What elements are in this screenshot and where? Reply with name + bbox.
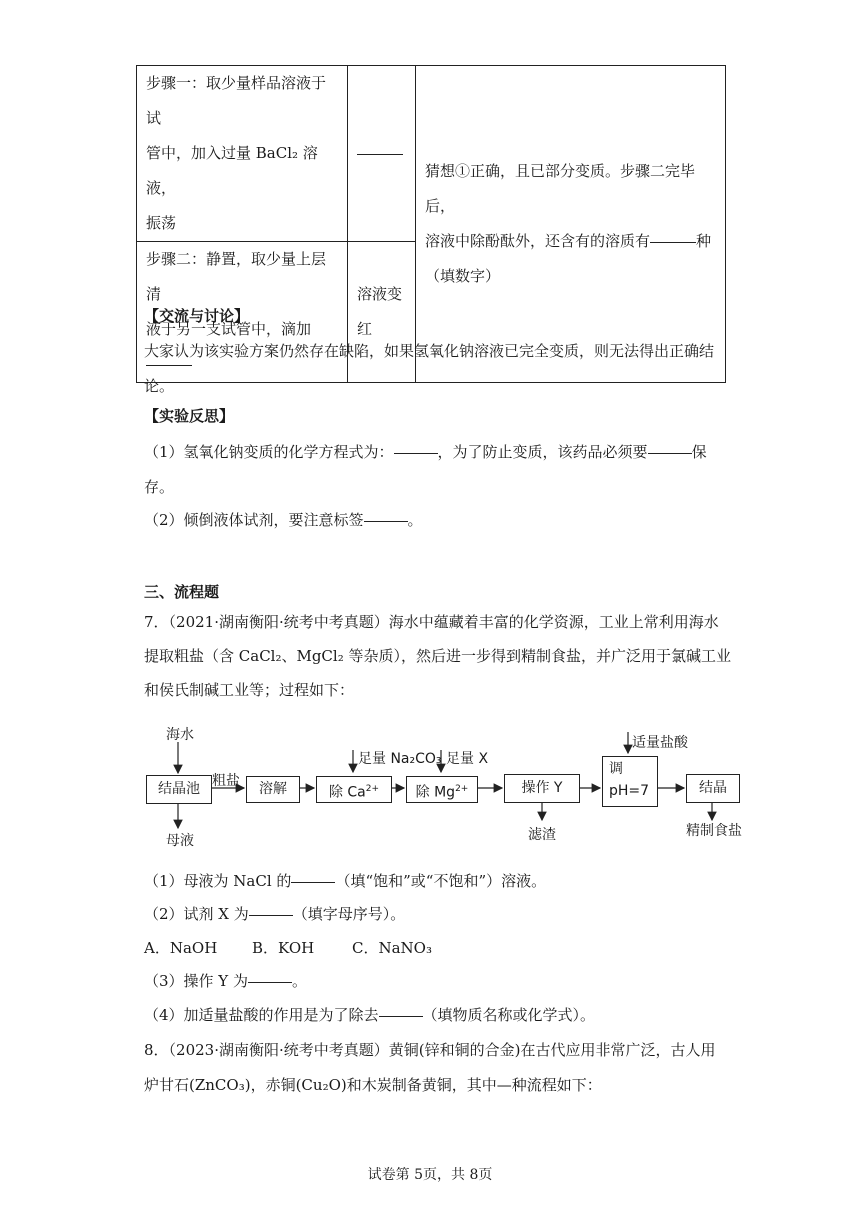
operation-y-box: 操作 Y [504, 774, 580, 803]
step2-cell: 步骤二：静置，取少量上层清 液于另一支试管中，滴加 [137, 242, 348, 383]
reflection-q1: （1）氢氧化钠变质的化学方程式为： ，为了防止变质，该药品必须要 保 [144, 443, 707, 461]
seawater-label: 海水 [166, 727, 194, 743]
q7-sub1: （1）母液为 NaCl 的 （填“饱和”或“不饱和”）溶液。 [144, 872, 547, 890]
step1-cell: 步骤一：取少量样品溶液于试 管中，加入过量 BaCl₂ 溶液， 振荡 [137, 66, 348, 242]
step2-phenomenon-cell: 溶液变 红 [348, 242, 416, 383]
process-flowchart [140, 720, 760, 860]
answer-blank [357, 153, 403, 155]
dissolve-box: 溶解 [246, 776, 300, 803]
remove-ca-box: 除 $Ca^{2+}$ [316, 776, 392, 803]
answer-blank [146, 364, 192, 366]
page-footer: 试卷第 5页，共 8页 [367, 1167, 493, 1183]
q7-text-3: 和侯氏制碱工业等；过程如下： [144, 681, 355, 699]
refined-salt-label: 精制食盐 [686, 823, 742, 839]
answer-blank [249, 914, 293, 916]
q7-sub3: （3）操作 Y 为 。 [144, 972, 307, 990]
q8-text-2: 炉甘石(ZnCO₃)，赤铜(Cu₂O)和木炭制备黄铜，其中—种流程如下： [144, 1076, 602, 1094]
answer-blank [650, 241, 696, 243]
crystallize-box: 结晶 [686, 774, 740, 803]
discussion-text-end: 论。 [144, 377, 175, 395]
section-heading: 三、流程题 [144, 583, 220, 601]
step1-phenomenon-cell [348, 66, 416, 242]
crystallization-pool-box: 结晶池 [146, 775, 212, 804]
mother-liquor-label: 母液 [166, 833, 194, 849]
reflection-q1-end: 存。 [144, 478, 175, 496]
reagent-x-label: 足量 X [446, 751, 489, 767]
discussion-heading: 【交流与讨论】 [144, 307, 250, 325]
option-a: A．NaOH [144, 939, 218, 957]
q7-text-2: 提取粗盐（含 CaCl₂、MgCl₂ 等杂质），然后进一步得到精制食盐，并广泛用于氯碱工业 [144, 647, 731, 665]
q8-text-1: 8．（2023·湖南衡阳·统考中考真题）黄铜(锌和铜的合金)在古代应用非常广泛，古人用 [144, 1041, 716, 1059]
reflection-heading: 【实验反思】 [144, 407, 235, 425]
experiment-table [136, 65, 726, 383]
answer-blank [379, 1015, 423, 1017]
reflection-q2: （2）倾倒液体试剂，要注意标签 。 [144, 511, 423, 529]
option-c: C．NaNO₃ [352, 939, 432, 957]
q7-text-1: 7．（2021·湖南衡阳·统考中考真题）海水中蕴藏着丰富的化学资源，工业上常利用海水 [144, 613, 719, 631]
crude-salt-label: 粗盐 [212, 773, 240, 789]
answer-blank [394, 452, 438, 454]
answer-blank [648, 452, 692, 454]
q7-sub4: （4）加适量盐酸的作用是为了除去 （填物质名称或化学式）。 [144, 1006, 596, 1024]
answer-blank [364, 520, 408, 522]
option-b: B．KOH [252, 939, 315, 957]
answer-blank [291, 881, 335, 883]
q7-sub2: （2）试剂 X 为 （填字母序号）。 [144, 905, 406, 923]
adjust-ph-box: 调 pH=7 [602, 756, 658, 807]
remove-mg-box: 除 $Mg^{2+}$ [406, 776, 478, 803]
answer-blank [248, 981, 292, 983]
hcl-label: 适量盐酸 [632, 735, 688, 751]
q7-options [144, 938, 730, 958]
na2co3-label: 足量 Na₂CO₃ [358, 751, 442, 767]
residue-label: 滤渣 [528, 827, 556, 843]
discussion-text: 大家认为该实验方案仍然存在缺陷，如果氢氧化钠溶液已完全变质，则无法得出正确结 [144, 342, 715, 360]
conclusion-cell: 猜想①正确，且已部分变质。步骤二完毕后， 溶液中除酚酞外，还含有的溶质有 种 （填数字） [416, 66, 726, 383]
